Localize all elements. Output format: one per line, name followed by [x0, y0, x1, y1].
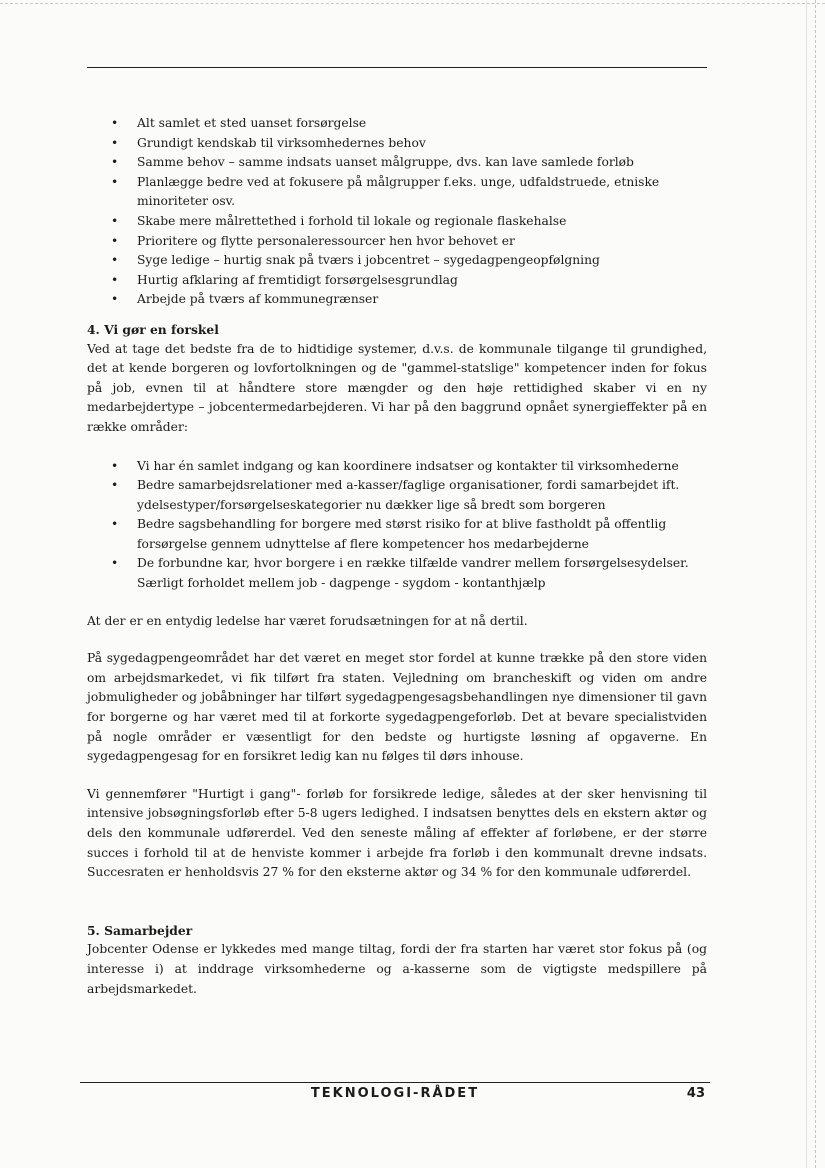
list-item: [111, 232, 707, 252]
footer-rule: [80, 1082, 710, 1083]
scan-edge-top: [0, 3, 825, 4]
list-item-text: Samme behov – samme indsats uanset målgruppe, dvs. kan lave samlede forløb: [137, 155, 634, 170]
bullet-icon: •: [111, 213, 119, 228]
section-4-intro: Ved at tage det bedste fra de to hidtidige systemer, d.v.s. de kommunale tilgange til grundighed, det at kende borgeren og lovfortolkningen og de "gammel-statslige" kompetencer inden for fokus på job, evnen til at håndtere store mængder og den høje rettidighed skaber vi en ny medarbejdertype – jobcentermedarbejderen. Vi har på den baggrund opnået synergieffekter på en række områder:: [87, 341, 707, 434]
list-item: [111, 476, 707, 515]
list-item: [111, 515, 707, 554]
bullet-icon: •: [111, 155, 119, 170]
bullet-icon: •: [111, 556, 119, 571]
section-heading-5: 5. Samarbejder: [87, 922, 193, 938]
page-body: [87, 114, 707, 999]
bullet-icon: •: [111, 458, 119, 473]
list-item: [111, 153, 707, 173]
list-item-text: Hurtig afklaring af fremtidigt forsørgelsesgrundlag: [137, 272, 458, 287]
list-item-text: Syge ledige – hurtig snak på tværs i jobcentret – sygedagpengeopfølgning: [137, 253, 600, 268]
list-item-text: Bedre sagsbehandling for borgere med størst risiko for at blive fastholdt på offentlig forsørgelse gennem udnyttelse af flere kompetencer hos medarbejderne: [137, 517, 667, 551]
bullet-icon: •: [111, 135, 119, 150]
bullet-icon: •: [111, 292, 119, 307]
paragraph-cooperation: Jobcenter Odense er lykkedes med mange tiltag, fordi der fra starten har været stor fokus på (og interesse i) at inddrage virksomhederne og a-kasserne som de vigtigste medspillere på arbejdsmarkedet.: [87, 942, 707, 996]
bullet-icon: •: [111, 272, 119, 287]
list-item-text: Bedre samarbejdsrelationer med a-kasser/faglige organisationer, fordi samarbejdet ift. ydelsestyper/forsørgelseskategorier nu dækker lige så bredt som borgeren: [137, 478, 680, 512]
list-item: [111, 173, 707, 212]
bullet-icon: •: [111, 478, 119, 493]
list-item-text: Prioritere og flytte personaleressourcer hen hvor behovet er: [137, 233, 515, 248]
list-item: [111, 251, 707, 271]
list-item-text: Grundigt kendskab til virksomhedernes behov: [137, 135, 426, 150]
paragraph-hurtigt-i-gang: Vi gennemfører "Hurtigt i gang"- forløb for forsikrede ledige, således at der sker henvisning til intensive jobsøgningsforløb efter 5-8 ugers ledighed. I indsatsen benyttes dels en ekstern aktør og dels den kommunale udførerdel. Ved den seneste måling af effekter af forløbene, er der større succes i forhold til at de henviste kommer i arbejde fra forløb i den kommunalt drevne indsats. Succesraten er henholdsvis 27 % for den eksterne aktør og 34 % for den kommunale udførerdel.: [87, 786, 707, 880]
list-item: [111, 271, 707, 291]
section-heading-4: 4. Vi gør en forskel: [87, 321, 219, 337]
bullet-list-benefits: [87, 114, 707, 310]
list-item-text: Skabe mere målrettethed i forhold til lokale og regionale flaskehalse: [137, 213, 567, 228]
paragraph-sickness-benefits: På sygedagpengeområdet har det været en meget stor fordel at kunne trække på den store viden om arbejdsmarkedet, vi fik tilført fra staten. Vejledning om brancheskift og viden om andre jobmuligheder og jobåbninger har tilført sygedagpengesagsbehandlingen nye dimensioner til gavn for borgerne og har været med til at forkorte sygedagpengeforløb. Det at bevare specialistviden på nogle områder er væsentligt for den bedste og hurtigste løsning af opgaverne. En sygedagpengesag for en forsikret ledig kan nu følges til dørs inhouse.: [87, 651, 707, 764]
list-item-text: Arbejde på tværs af kommunegrænser: [137, 292, 379, 307]
list-item: [111, 554, 707, 593]
bullet-icon: •: [111, 517, 119, 532]
bullet-icon: •: [111, 253, 119, 268]
list-item-text: Planlægge bedre ved at fokusere på målgrupper f.eks. unge, udfaldstruede, etniske minoriteter osv.: [137, 174, 660, 209]
list-item-text: De forbundne kar, hvor borgere i en række tilfælde vandrer mellem forsørgelsesydelser. Særligt forholdet mellem job - dagpenge - sygdom - kontanthjælp: [137, 556, 689, 591]
list-item: [111, 212, 707, 232]
scan-edge-right: [815, 0, 816, 1168]
list-item: [111, 457, 707, 477]
header-rule: [87, 67, 707, 68]
bullet-icon: •: [111, 233, 119, 248]
scan-edge-right-inner: [806, 0, 807, 1168]
list-item: [111, 290, 707, 310]
list-item: [111, 114, 707, 134]
bullet-list-synergies: [87, 457, 707, 594]
bullet-icon: •: [111, 174, 119, 189]
list-item-text: Alt samlet et sted uanset forsørgelse: [137, 116, 367, 130]
bullet-icon: •: [111, 116, 119, 130]
page-number: 43: [686, 1086, 705, 1101]
footer-brand: TEKNOLOGI-RÅDET: [310, 1086, 480, 1101]
list-item: [111, 134, 707, 154]
paragraph-leadership: At der er en entydig ledelse har været forudsætningen for at nå dertil.: [87, 613, 528, 628]
list-item-text: Vi har én samlet indgang og kan koordinere indsatser og kontakter til virksomhederne: [137, 458, 679, 473]
